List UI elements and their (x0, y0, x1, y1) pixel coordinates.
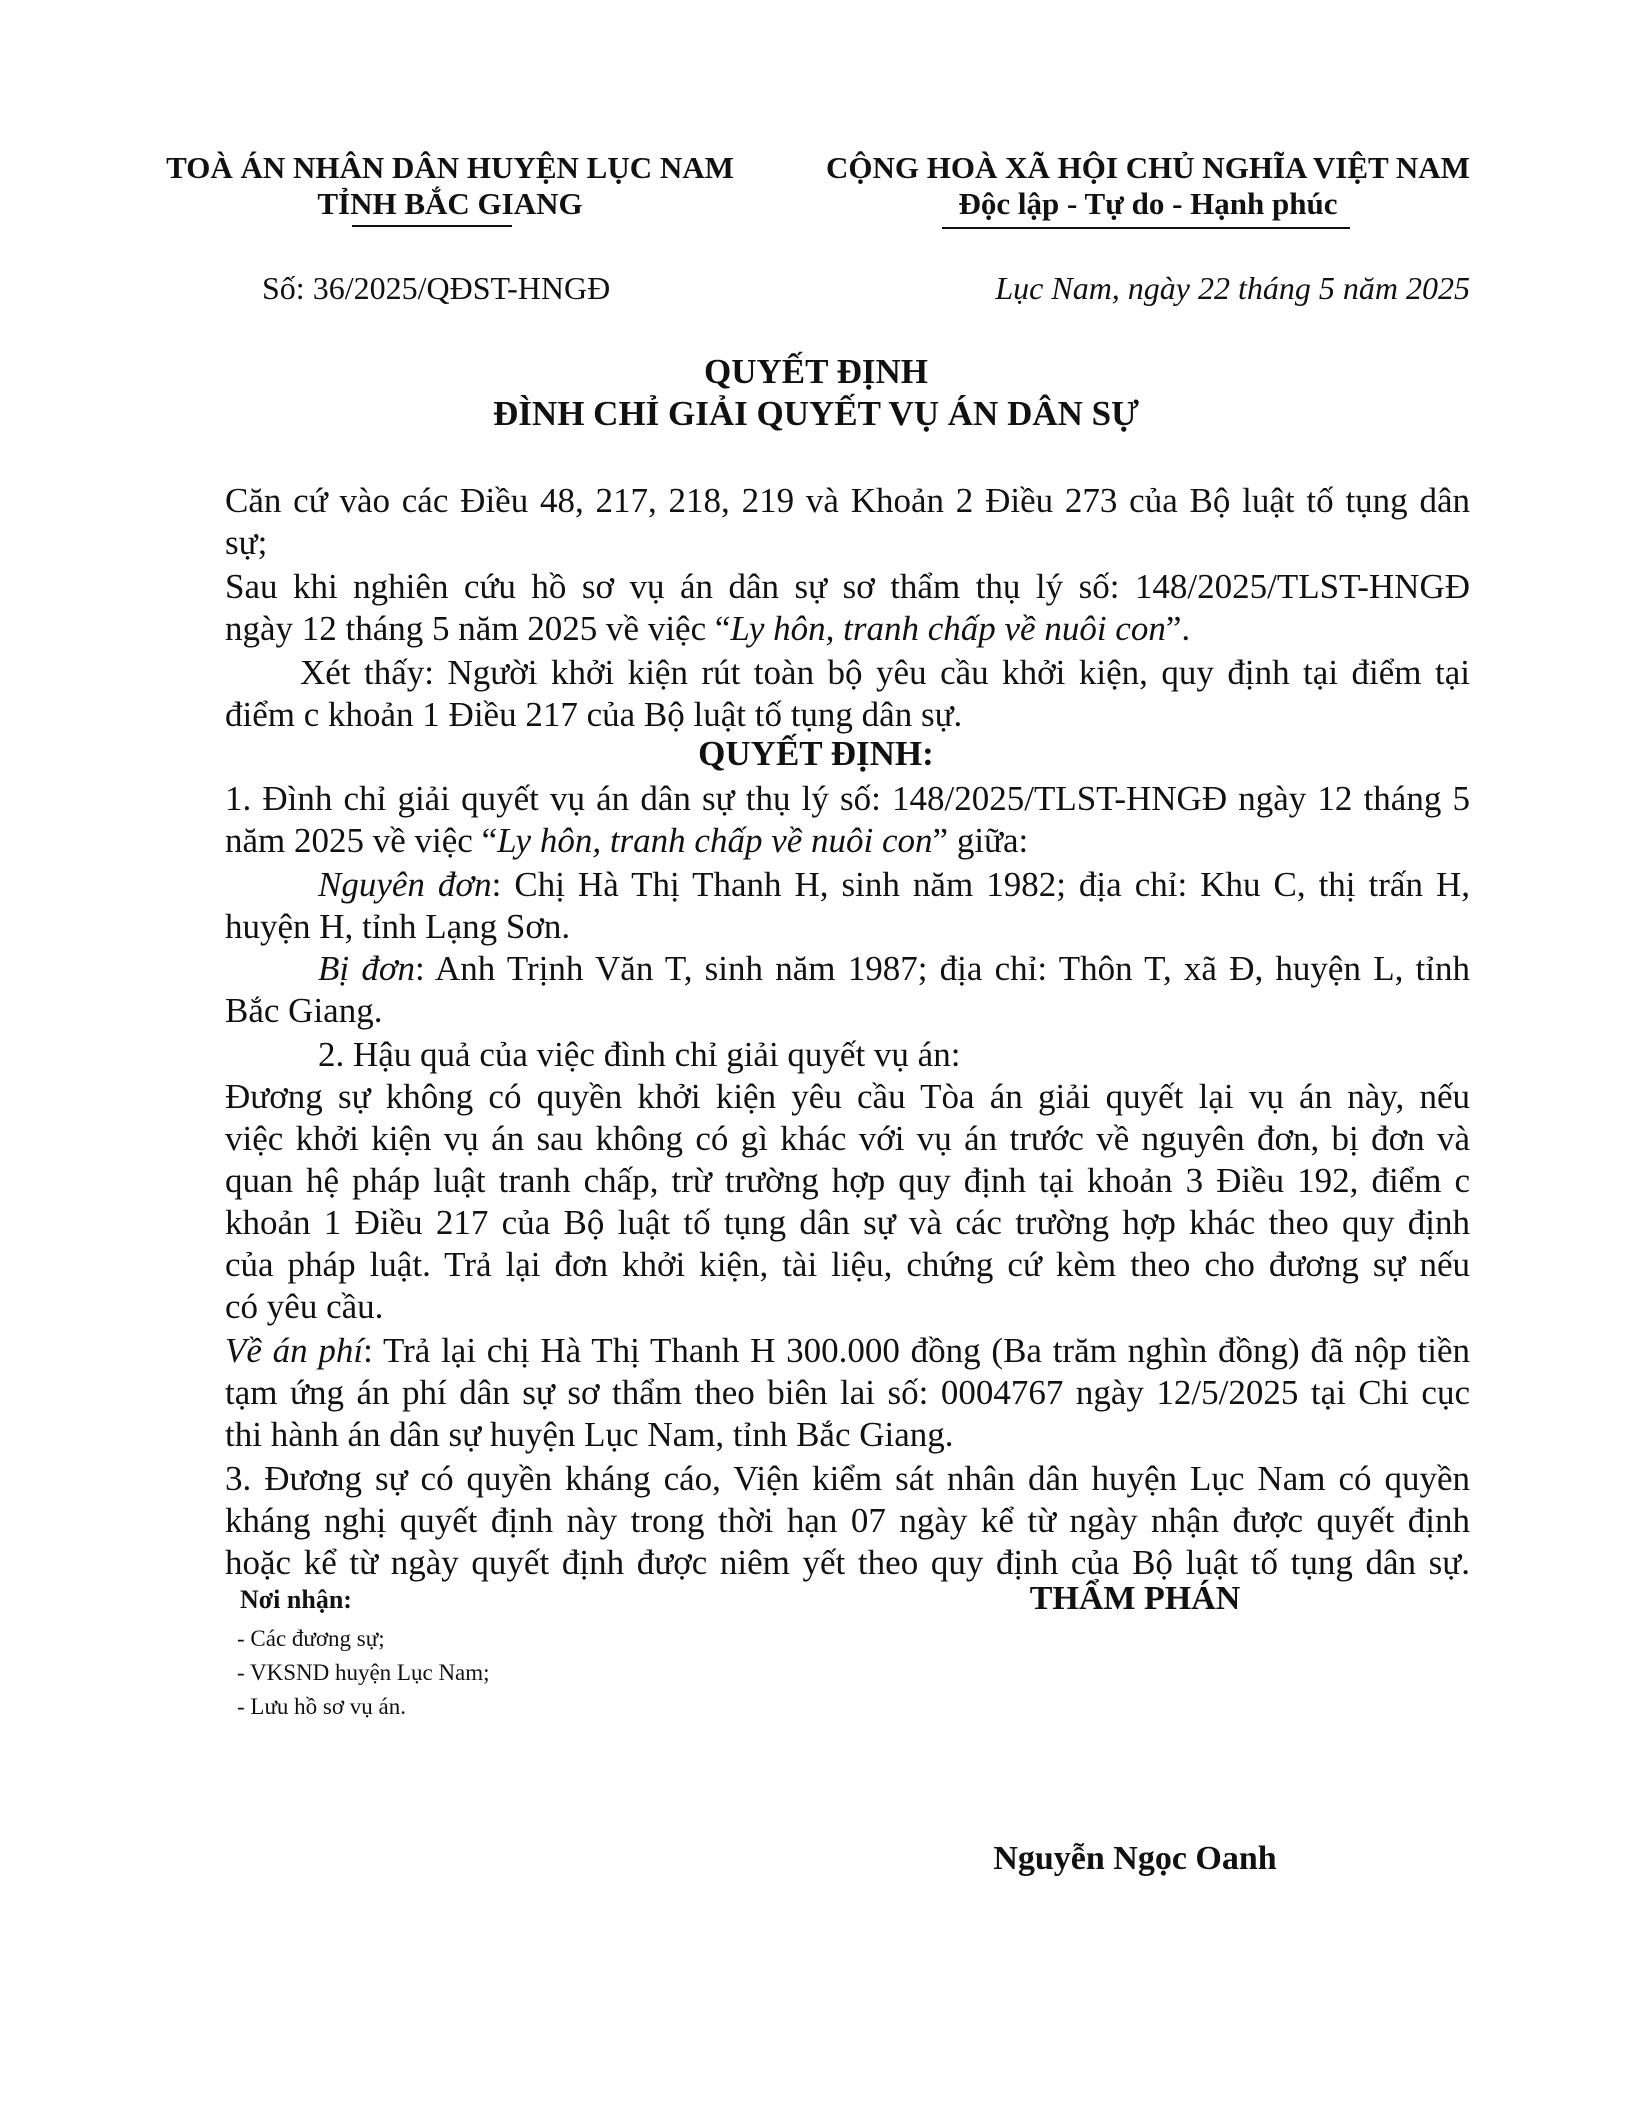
item3-line-1: 3. Đương sự có quyền kháng cáo, Viện kiểm sát nhân dân huyện Lục Nam có quyền (225, 1459, 1470, 1498)
place-date: Lục Nam, ngày 22 tháng 5 năm 2025 (995, 270, 1470, 306)
plaintiff-line-2: huyện H, tỉnh Lạng Sơn. (225, 907, 571, 946)
item2-heading: 2. Hậu quả của việc đình chỉ giải quyết vụ án: (318, 1035, 961, 1074)
recipient-item: - Các đương sự; (237, 1626, 385, 1651)
defendant-line-1: Bị đơn: Anh Trịnh Văn T, sinh năm 1987; địa chỉ: Thôn T, xã Đ, huyện L, tỉnh (318, 949, 1470, 988)
basis-line-3: Sau khi nghiên cứu hồ sơ vụ án dân sự sơ thẩm thụ lý số: 148/2025/TLST-HNGĐ (225, 567, 1470, 606)
plaintiff-line-1: Nguyên đơn: Chị Hà Thị Thanh H, sinh năm 1982; địa chỉ: Khu C, thị trấn H, (318, 865, 1470, 904)
motto-underline (942, 227, 1350, 229)
item2-line-2: việc khởi kiện vụ án sau không có gì khác với vụ án trước về nguyên đơn, bị đơn và (225, 1119, 1470, 1158)
basis-line-4: ngày 12 tháng 5 năm 2025 về việc “Ly hôn, tranh chấp về nuôi con”. (225, 609, 1191, 648)
court-name: TOÀ ÁN NHÂN DÂN HUYỆN LỤC NAM (166, 150, 734, 185)
consider-line-2: điểm c khoản 1 Điều 217 của Bộ luật tố tụng dân sự. (225, 695, 963, 734)
document-number: Số: 36/2025/QĐST-HNGĐ (262, 270, 611, 306)
item3-line-3: hoặc kể từ ngày quyết định được niêm yết theo quy định của Bộ luật tố tụng dân sự. (225, 1543, 1470, 1582)
basis-line-1: Căn cứ vào các Điều 48, 217, 218, 219 và Khoản 2 Điều 273 của Bộ luật tố tụng dân (225, 481, 1470, 520)
signer-name: Nguyễn Ngọc Oanh (993, 1840, 1277, 1877)
decision-heading: QUYẾT ĐỊNH: (698, 734, 934, 773)
recipient-item: - Lưu hồ sơ vụ án. (237, 1694, 406, 1719)
fee-line-1: Về án phí: Trả lại chị Hà Thị Thanh H 300.000 đồng (Ba trăm nghìn đồng) đã nộp tiền (225, 1331, 1470, 1370)
fee-line-2: tạm ứng án phí dân sự sơ thẩm theo biên lai số: 0004767 ngày 12/5/2025 tại Chi cục (225, 1373, 1470, 1412)
defendant-line-2: Bắc Giang. (225, 991, 383, 1030)
recipients-heading: Nơi nhận: (240, 1585, 352, 1614)
fee-line-3: thi hành án dân sự huyện Lục Nam, tỉnh Bắc Giang. (225, 1415, 954, 1454)
item1-line-1: 1. Đình chỉ giải quyết vụ án dân sự thụ lý số: 148/2025/TLST-HNGĐ ngày 12 tháng 5 (225, 779, 1470, 818)
decision-title: QUYẾT ĐỊNH (704, 352, 928, 391)
court-underline (352, 225, 512, 227)
nation-name: CỘNG HOÀ XÃ HỘI CHỦ NGHĨA VIỆT NAM (826, 150, 1470, 185)
decision-subtitle: ĐÌNH CHỈ GIẢI QUYẾT VỤ ÁN DÂN SỰ (493, 394, 1139, 433)
recipient-item: - VKSND huyện Lục Nam; (237, 1660, 490, 1685)
basis-line-2: sự; (225, 523, 268, 562)
nation-motto: Độc lập - Tự do - Hạnh phúc (958, 186, 1338, 221)
item2-line-5: của pháp luật. Trả lại đơn khởi kiện, tài liệu, chứng cứ kèm theo cho đương sự nếu (225, 1245, 1470, 1284)
item2-line-1: Đương sự không có quyền khởi kiện yêu cầu Tòa án giải quyết lại vụ án này, nếu (225, 1077, 1470, 1116)
item2-line-6: có yêu cầu. (225, 1287, 384, 1326)
item2-line-4: khoản 1 Điều 217 của Bộ luật tố tụng dân sự và các trường hợp khác theo quy định (225, 1203, 1470, 1242)
item1-line-2: năm 2025 về việc “Ly hôn, tranh chấp về nuôi con” giữa: (225, 821, 1029, 860)
item2-line-3: quan hệ pháp luật tranh chấp, trừ trường hợp quy định tại khoản 3 Điều 192, điểm c (225, 1161, 1470, 1200)
item3-line-2: kháng nghị quyết định này trong thời hạn 07 ngày kể từ ngày nhận được quyết định (225, 1501, 1470, 1540)
consider-line-1: Xét thấy: Người khởi kiện rút toàn bộ yêu cầu khởi kiện, quy định tại điểm tại (300, 653, 1470, 692)
court-province: TỈNH BẮC GIANG (317, 186, 583, 221)
signer-role: THẨM PHÁN (1029, 1580, 1241, 1617)
